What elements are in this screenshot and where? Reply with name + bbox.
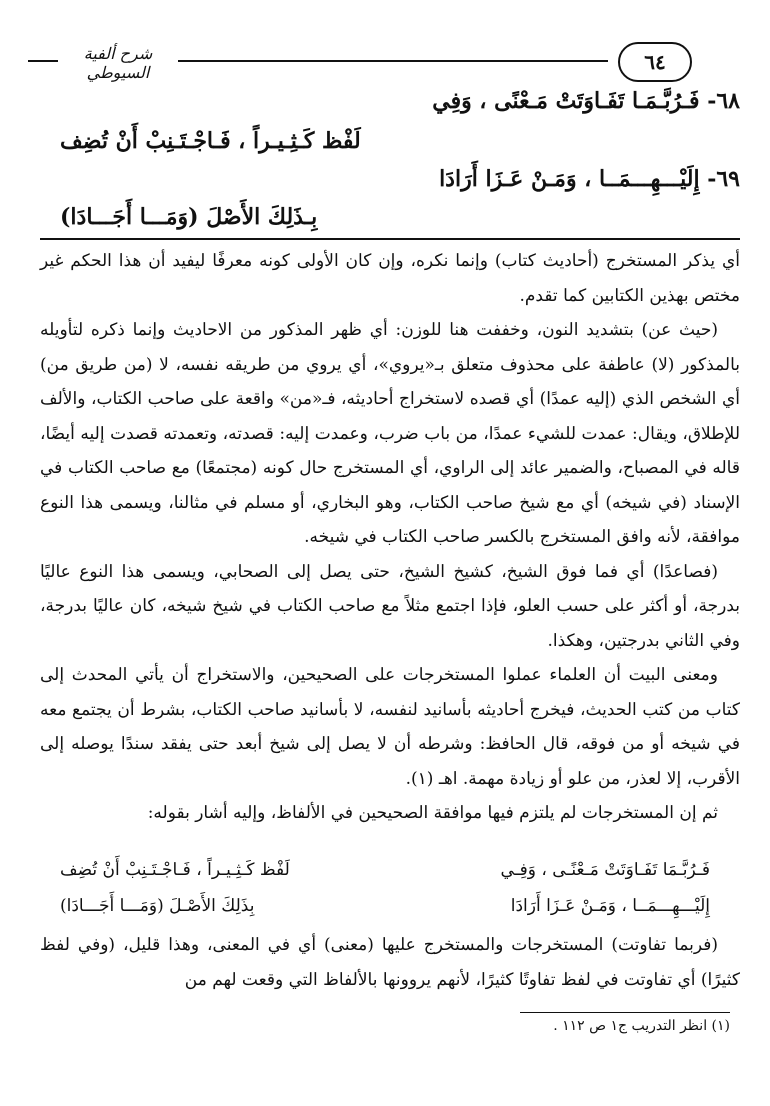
section-divider [40, 238, 740, 240]
paragraph: ثم إن المستخرجات لم يلتزم فيها موافقة الصحيحين في الألفاظ، وإليه أشار بقوله: [147, 803, 718, 823]
page-number: ٦٤ [618, 42, 692, 82]
verse-line-68a: ٦٨- فَـرُبَّـمَـا تَفَـاوَتَتْ مَـعْنًى ، وَفِي [432, 88, 740, 114]
commentary-body-continued [40, 928, 740, 997]
commentary-body [40, 244, 740, 831]
verse-hemistich: فَـرُبَّـمَا تَفَـاوَتَتْ مَـعْنًـى ، وَفِـي [500, 860, 710, 880]
header-rule [178, 60, 608, 62]
header-rule [28, 60, 58, 62]
paragraph: ومعنى البيت أن العلماء عملوا المستخرجات على الصحيحين، والاستخراج أن يأتي المحدث إلى كتاب من كتب الحديث، فيخرج أحاديثه بأسانيد لنفسه، لا بأسانيد صاحب الكتاب، بشرط أن يجتمع معه في شيخه أو من فوقه، قال الحافظ: وشرطه أن لا يصل إلى شيخ أبعد حتى يفقد سندًا يوصله إلى الأقرب، إلا لعذر، من علو أو زيادة مهمة. اهـ (١). [40, 665, 740, 789]
footnote: (١) انظر التدريب ج١ ص ١١٢ . [553, 1018, 730, 1034]
verse-line-69b: بِـذَلِكَ الأَصْلَ (وَمَـــا أَجَـــادَا) [60, 204, 318, 230]
verse-hemistich: لَفْظ كَـثِـيـراً ، فَـاجْـتَـنِبْ أَنْ تُضِف [60, 860, 290, 880]
paragraph: أي يذكر المستخرج (أحاديث كتاب) وإنما نكره، وإن كان الأولى كونه معرفًا ليفيد أن هذا الحكم غير مختص بهذين الكتابين كما تقدم. [40, 251, 740, 306]
verse-line-69a: ٦٩- إِلَيْـــهِـــمَــا ، وَمَـنْ عَـزَا أَرَادَا [439, 166, 740, 192]
page-header [28, 30, 748, 80]
book-title: شرح ألفية السيوطي [83, 44, 153, 82]
footnote-rule [520, 1012, 730, 1013]
paragraph: (فربما تفاوتت) المستخرجات والمستخرج عليها (معنى) أي في المعنى، وهذا قليل، (وفي لفظ كثيرًا) أي تفاوتت في لفظ تفاوتًا كثيرًا، لأنهم يروونها بالألفاظ التي وقعت لهم من [40, 935, 740, 990]
verse-hemistich: بِذَلِكَ الأَصْـلَ (وَمَـــا أَجَـــادَا) [60, 896, 255, 916]
paragraph: (فصاعدًا) أي فما فوق الشيخ، كشيخ الشيخ، حتى يصل إلى الصحابي، ويسمى هذا النوع عاليًا بدرجة، أو أكثر على حسب العلو، فإذا اجتمع مثلاً مع صاحب الكتاب في شيخ شيخه، كان عاليًا بدرجة، وفي الثاني بدرجتين، وهكذا. [40, 561, 740, 651]
paragraph: (حيث عن) بتشديد النون، وخففت هنا للوزن: أي ظهر المذكور من الاحاديث وإنما ذكره لتأويله بالمذكور (لا) عاطفة على محذوف متعلق بـ«يروي»، أي يروي من طريقه نفسه، لا (من طريق من) أي الشخص الذي (إليه عمدًا) أي قصده لاستخراج أحاديثه، فـ«من» واقعة على صاحب الكتاب، والألف للإطلاق، ويقال: عمدت للشيء عمدًا، من باب ضرب، وعمدت إليه: قصدته، وتعمدته قصدت إليه أيضًا، قاله في المصباح، والضمير عائد إلى الراوي، أي المستخرج حال كونه (مجتمعًا) مع صاحب الكتاب في الإسناد (في شيخه) أي مع شيخ صاحب الكتاب، وهو البخاري، أو مسلم في مثالنا، ويسمى هذا النوع موافقة، لأنه وافق المستخرج بالكسر صاحب الكتاب في شيخه. [40, 320, 740, 547]
verse-line-68b: لَفْظ كَـثِـيـراً ، فَـاجْـتَـنِبْ أَنْ تُضِف [60, 128, 361, 154]
verse-hemistich: إِلَيْـــهِـــمَــا ، وَمَـنْ عَـزَا أَرَادَا [510, 896, 710, 916]
